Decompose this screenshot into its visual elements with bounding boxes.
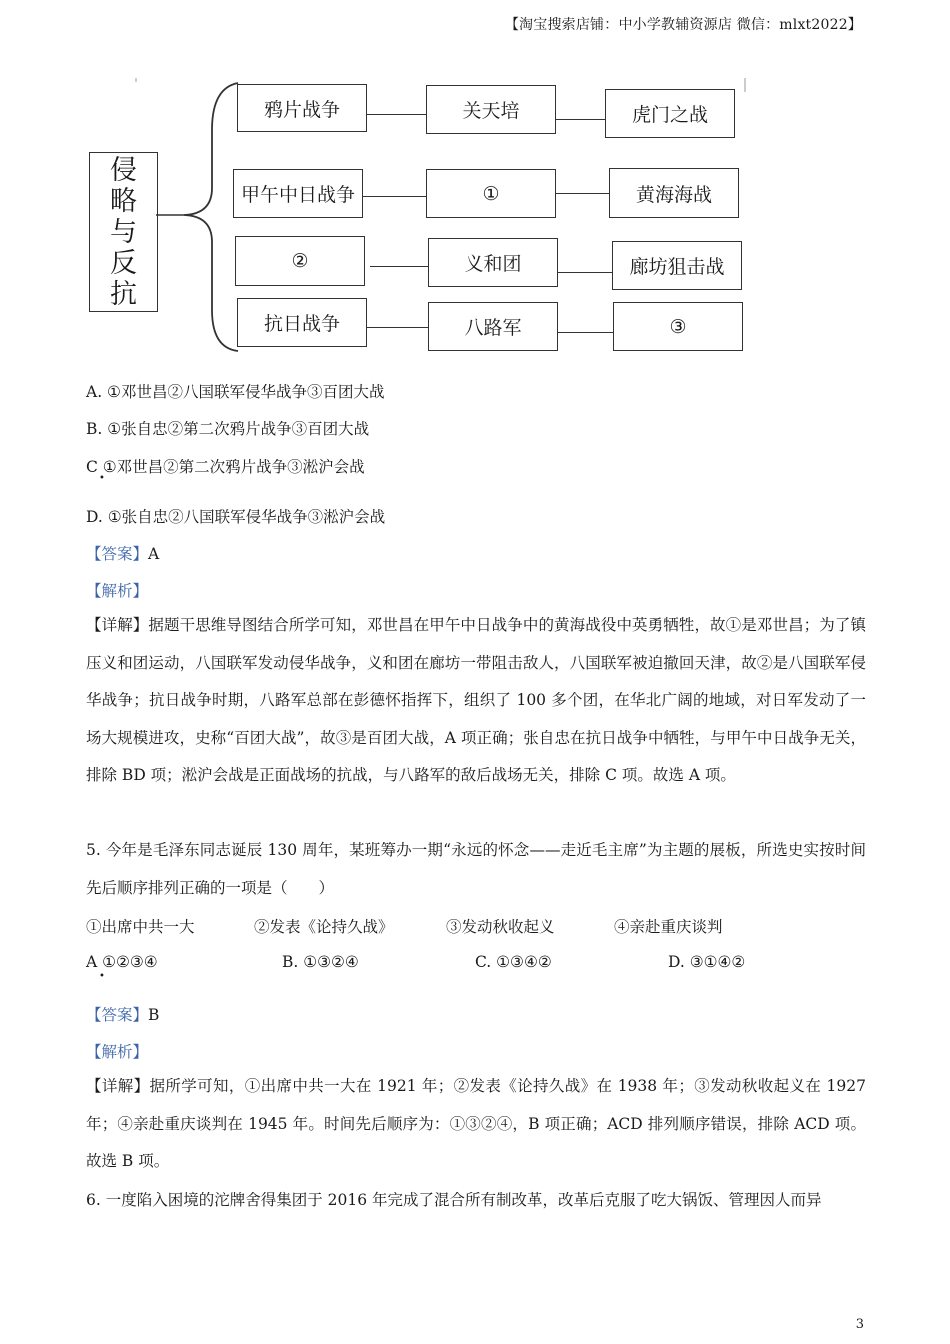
q5-option-b: B. ①③②④ — [282, 953, 359, 971]
root-char: 反 — [110, 247, 137, 279]
q5-detail: 【详解】据所学可知，①出席中共一大在 1921 年；②发表《论持久战》在 1938 年；③发动秋收起义在 1927 年；④亲赴重庆谈判在 1945 年。时间先后顺序为：①③②④，B 项正确；ACD 排列顺序错误，排除 ACD 项。故选 B 项。 — [86, 1077, 866, 1170]
q4-answer: 【答案】A — [86, 545, 160, 563]
node-boxers: 义和团 — [428, 238, 558, 287]
node-sino-japanese-war: 甲午中日战争 — [233, 169, 363, 218]
q4-option-b: B. ①张自忠②第二次鸦片战争③百团大战 — [86, 420, 370, 438]
q5-analysis-tag: 【解析】 — [86, 1043, 149, 1061]
q5-stem: 5. 今年是毛泽东同志诞辰 130 周年，某班筹办一期“永远的怀念——走近毛主席”为主题的展板，所选史实按时间先后顺序排列正确的一项是（ ） — [86, 841, 866, 897]
root-char: 侵 — [110, 154, 137, 186]
q5-option-d: D. ③①④② — [668, 953, 746, 971]
q5-item-3: ③发动秋收起义 — [446, 918, 555, 936]
q4-option-a: A. ①邓世昌②八国联军侵华战争③百团大战 — [86, 383, 385, 401]
node-opium-war: 鸦片战争 — [237, 84, 367, 132]
root-char: 与 — [110, 216, 137, 248]
node-langfang-battle: 廊坊狙击战 — [612, 241, 742, 290]
root-char: 略 — [110, 185, 137, 217]
q5-item-4: ④亲赴重庆谈判 — [614, 918, 723, 936]
node-yellow-sea-battle: 黄海海战 — [609, 168, 739, 218]
page-number: 3 — [855, 1317, 864, 1332]
node-eighth-route-army: 八路军 — [428, 302, 558, 351]
node-blank-1: ① — [426, 169, 556, 218]
node-anti-japanese-war: 抗日战争 — [237, 298, 367, 347]
q5-option-c: C. ①③④② — [475, 953, 552, 971]
mind-map-diagram — [80, 70, 760, 370]
root-char: 抗 — [110, 278, 137, 310]
q4-analysis-tag: 【解析】 — [86, 582, 149, 600]
node-guan-tianpei: 关天培 — [426, 85, 556, 134]
node-blank-2: ② — [235, 236, 365, 286]
q4-option-d: D. ①张自忠②八国联军侵华战争③淞沪会战 — [86, 508, 386, 526]
node-humen-battle: 虎门之战 — [605, 89, 735, 138]
q6-stem: 6. 一度陷入困境的沱牌舍得集团于 2016 年完成了混合所有制改革，改革后克服了吃大锅饭、管理因人而异 — [86, 1191, 822, 1209]
q5-option-a: A ①②③④ — [86, 953, 158, 971]
q5-item-2: ②发表《论持久战》 — [254, 918, 394, 936]
q5-answer: 【答案】B — [86, 1006, 160, 1024]
q5-item-1: ①出席中共一大 — [86, 918, 195, 936]
q4-option-c: C ①邓世昌②第二次鸦片战争③淞沪会战 — [86, 458, 365, 476]
node-blank-3: ③ — [613, 302, 743, 351]
q4-detail: 【详解】据题干思维导图结合所学可知，邓世昌在甲午中日战争中的黄海战役中英勇牺牲，故①是邓世昌；为了镇压义和团运动，八国联军发动侵华战争，义和团在廊坊一带阻击敌人，八国联军被迫撤回天津，故②是八国联军侵华战争；抗日战争时期，八路军总部在彭德怀指挥下，组织了 100 多个团，在华北广阔的地域，对日军发动了一场大规模进攻，史称“百团大战”，故③是百团大战，A 项正确；张自忠在抗日战争中牺牲，与甲午中日战争无关，排除 BD 项；淞沪会战是正面战场的抗战，与八路军的敌后战场无关，排除 C 项。故选 A 项。 — [86, 616, 866, 784]
header-banner: 【淘宝搜索店铺：中小学教辅资源店 微信：mlxt2022】 — [504, 17, 862, 33]
